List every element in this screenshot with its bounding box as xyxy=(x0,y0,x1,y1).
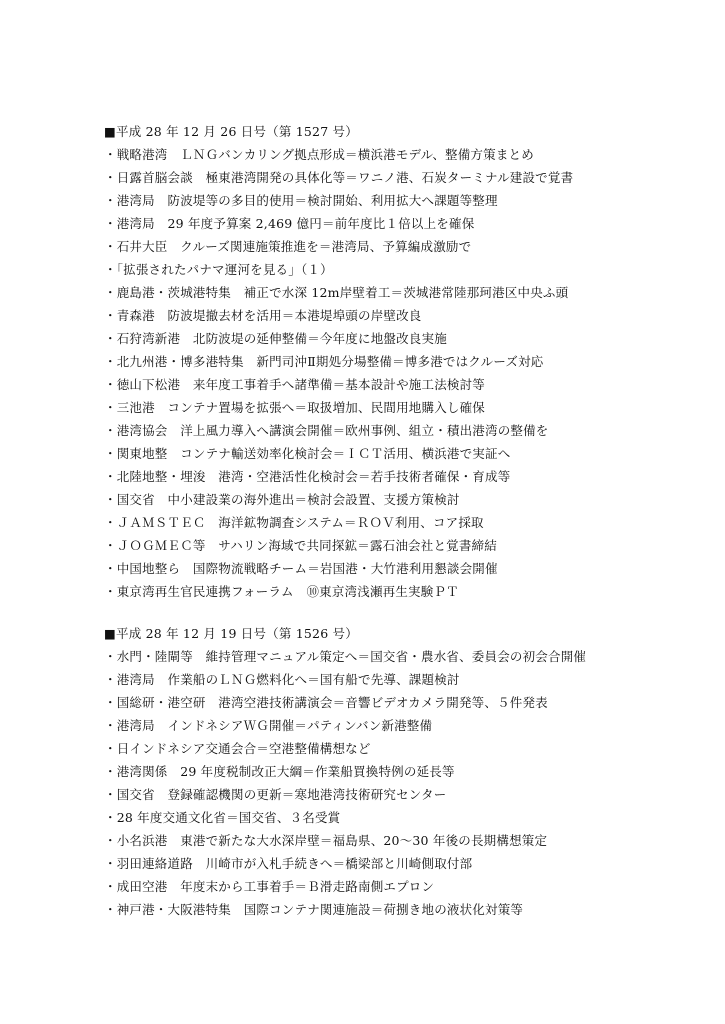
list-item: ・小名浜港 東港で新たな大水深岸壁＝福島県、20～30 年後の長期構想策定 xyxy=(104,833,548,848)
list-item: ・国総研・港空研 港湾空港技術講演会＝音響ビデオカメラ開発等、５件発表 xyxy=(104,695,548,710)
list-item: ・徳山下松港 来年度工事着手へ諸準備＝基本設計や施工法検討等 xyxy=(104,377,486,392)
list-item: ・羽田連絡道路 川崎市が入札手続きへ＝橋梁部と川崎側取付部 xyxy=(104,856,473,871)
issue-section-1527 xyxy=(104,122,664,605)
list-item: ・港湾関係 29 年度税制改正大綱＝作業船買換特例の延長等 xyxy=(104,764,455,779)
issue-section-1526 xyxy=(104,624,664,923)
list-item: ・日インドネシア交通会合＝空港整備構想など xyxy=(104,741,371,756)
list-item: ・鹿島港・茨城港特集 補正で水深 12m岸壁着工＝茨城港常陸那珂港区中央ふ頭 xyxy=(104,285,569,300)
list-item: ・石井大臣 クルーズ関連施策推進を＝港湾局、予算編成激励で xyxy=(104,239,472,254)
list-item: ・北九州港・博多港特集 新門司沖Ⅱ期処分場整備＝博多港ではクルーズ対応 xyxy=(104,354,544,369)
list-item: ・ＪＡＭＳＴＥＣ 海洋鉱物調査システム＝ＲＯＶ利用、コア採取 xyxy=(104,515,484,530)
list-item: ・港湾局 防波堤等の多目的使用＝検討開始、利用拡大へ課題等整理 xyxy=(104,193,498,208)
list-item: ・石狩湾新港 北防波堤の延伸整備＝今年度に地盤改良実施 xyxy=(104,331,447,346)
list-item: ・国交省 登録確認機関の更新＝寒地港湾技術研究センター xyxy=(104,787,447,802)
list-item: ・水門・陸閘等 維持管理マニュアル策定へ＝国交省・農水省、委員会の初会合開催 xyxy=(104,649,587,664)
list-item: ・28 年度交通文化省＝国交省、３名受賞 xyxy=(104,810,341,825)
issue-header: ■平成 28 年 12 月 19 日号（第 1526 号） xyxy=(104,626,358,641)
list-item: ・青森港 防波堤撤去材を活用＝本港堤埠頭の岸壁改良 xyxy=(104,308,422,323)
list-item: ・関東地整 コンテナ輸送効率化検討会＝ＩＣＴ活用、横浜港で実証へ xyxy=(104,446,511,461)
list-item: ・東京湾再生官民連携フォーラム ⑩東京湾浅瀬再生実験ＰＴ xyxy=(104,584,459,599)
list-item: ・三池港 コンテナ置場を拡張へ＝取扱増加、民間用地購入し確保 xyxy=(104,400,486,415)
list-item: ・「拡張されたパナマ運河を見る」（１） xyxy=(104,262,333,277)
list-item: ・ＪＯＧＭＥＣ等 サハリン海域で共同探鉱＝露石油会社と覚書締結 xyxy=(104,538,497,553)
list-item: ・中国地整ら 国際物流戦略チーム＝岩国港・大竹港利用懇談会開催 xyxy=(104,561,498,576)
list-item: ・国交省 中小建設業の海外進出＝検討会設置、支援方策検討 xyxy=(104,492,460,507)
list-item: ・港湾協会 洋上風力導入へ講演会開催＝欧州事例、組立・積出港湾の整備を xyxy=(104,423,549,438)
issue-header: ■平成 28 年 12 月 26 日号（第 1527 号） xyxy=(104,124,358,139)
list-item: ・日露首脳会談 極東港湾開発の具体化等＝ワニノ港、石炭ターミナル建設で覚書 xyxy=(104,170,574,185)
list-item: ・神戸港・大阪港特集 国際コンテナ関連施設＝荷捌き地の液状化対策等 xyxy=(104,902,524,917)
list-item: ・戦略港湾 ＬＮＧバンカリング拠点形成＝横浜港モデル、整備方策まとめ xyxy=(104,147,534,162)
list-item: ・港湾局 29 年度予算案 2,469 億円＝前年度比１倍以上を確保 xyxy=(104,216,475,231)
list-item: ・港湾局 インドネシアＷＧ開催＝パティンバン新港整備 xyxy=(104,718,433,733)
list-item: ・北陸地整・埋浚 港湾・空港活性化検討会＝若手技術者確保・育成等 xyxy=(104,469,511,484)
list-item: ・成田空港 年度末から工事着手＝Ｂ滑走路南側エプロン xyxy=(104,879,435,894)
list-item: ・港湾局 作業船のＬＮＧ燃料化へ＝国有船で先導、課題検討 xyxy=(104,672,460,687)
